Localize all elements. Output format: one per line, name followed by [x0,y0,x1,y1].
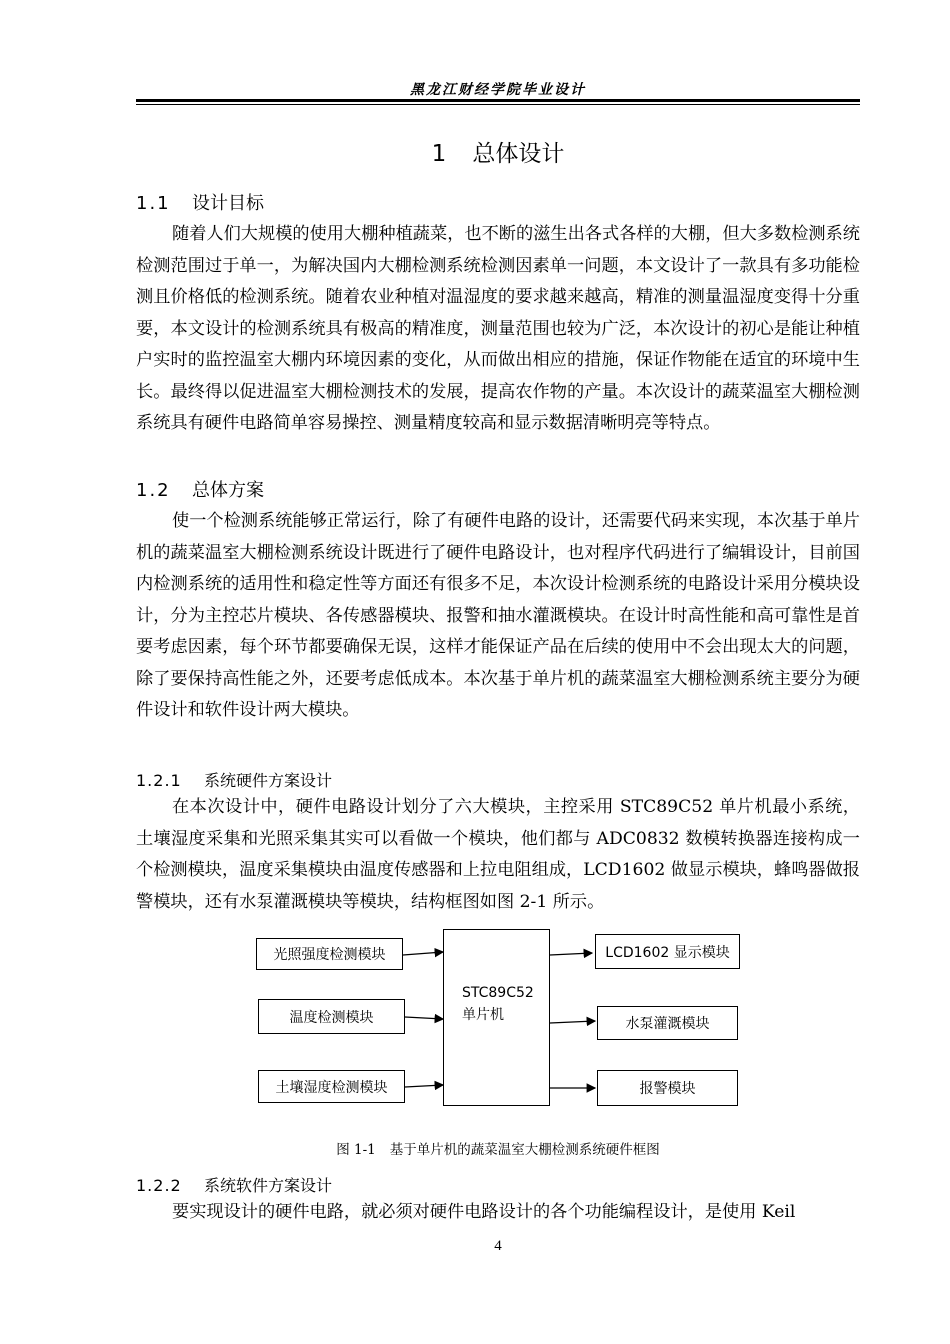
chapter-number: 1 [431,141,447,167]
section-number: 1.1 [136,193,171,214]
temperature-detection-box: 温度检测模块 [258,999,405,1034]
section-heading-1-1 [136,189,264,215]
figure-number: 图 1-1 [336,1142,376,1158]
hardware-block-diagram [250,922,750,1112]
paragraph-1-2-2: 要实现设计的硬件电路，就必须对硬件电路设计的各个功能编程设计，是使用 Keil [172,1202,796,1222]
figure-caption-text: 基于单片机的蔬菜温室大棚检测系统硬件框图 [389,1142,660,1158]
chapter-title-text: 总体设计 [472,141,565,167]
section-title: 系统软件方案设计 [204,1176,333,1195]
light-detection-box: 光照强度检测模块 [256,938,403,970]
page-number: 4 [494,1238,502,1254]
header-rule-thick [136,99,860,102]
section-number: 1.2.1 [136,771,182,790]
section-heading-1-2-2 [136,1173,332,1196]
paragraph-1-2-1: 在本次设计中，硬件电路设计划分了六大模块，主控采用 STC89C52 单片机最小系统，土壤湿度采集和光照采集其实可以看做一个模块，他们都与 ADC0832 数模转换器连接构成一个检测模块，温度采集模块由温度传感器和上拉电阻组成，LCD1602 做显示模块，蜂鸣器做报警模块，还有水泵灌溉模块等模块，结构框图如图 2-1 所示。 [136,797,860,912]
figure-caption [136,1138,860,1158]
header-rule-thin [136,104,860,105]
paragraph-1-1: 随着人们大规模的使用大棚种植蔬菜，也不断的滋生出各式各样的大棚，但大多数检测系统检测范围过于单一，为解决国内大棚检测系统检测因素单一问题，本文设计了一款具有多功能检测且价格低的检测系统。随着农业种植对温湿度的要求越来越高，精准的测量温湿度变得十分重要，本文设计的检测系统具有极高的精准度，测量范围也较为广泛，本次设计的初心是能让种植户实时的监控温室大棚内环境因素的变化，从而做出相应的措施，保证作物能在适宜的环境中生长。最终得以促进温室大棚检测技术的发展，提高农作物的产量。本次设计的蔬菜温室大棚检测系统具有硬件电路简单容易操控、测量精度较高和显示数据清晰明亮等特点。 [136,224,860,433]
mcu-model: STC89C52 [462,985,534,1001]
arrow-light-to-mcu [403,952,443,955]
running-header: 黑龙江财经学院毕业设计 [410,82,586,98]
arrow-temp-to-mcu [405,1017,443,1019]
mcu-box [443,929,550,1106]
lcd-display-box: LCD1602 显示模块 [595,934,740,969]
section-number: 1.2 [136,480,171,501]
soil-humidity-detection-box: 土壤湿度检测模块 [258,1070,405,1103]
arrow-soil-to-mcu [405,1085,443,1087]
section-heading-1-2-1 [136,768,332,791]
section-number: 1.2.2 [136,1176,182,1195]
pump-irrigation-box: 水泵灌溉模块 [597,1006,738,1040]
section-heading-1-2 [136,476,264,502]
section-title: 系统硬件方案设计 [204,771,333,790]
arrow-mcu-to-pump [550,1021,595,1023]
alarm-box: 报警模块 [597,1070,738,1106]
mcu-label: 单片机 [462,1007,504,1023]
paragraph-1-2: 使一个检测系统能够正常运行，除了有硬件电路的设计，还需要代码来实现，本次基于单片机的蔬菜温室大棚检测系统设计既进行了硬件电路设计，也对程序代码进行了编辑设计，目前国内检测系统的适用性和稳定性等方面还有很多不足，本次设计检测系统的电路设计采用分模块设计，分为主控芯片模块、各传感器模块、报警和抽水灌溉模块。在设计时高性能和高可靠性是首要考虑因素，每个环节都要确保无误，这样才能保证产品在后续的使用中不会出现太大的问题，除了要保持高性能之外，还要考虑低成本。本次基于单片机的蔬菜温室大棚检测系统主要分为硬件设计和软件设计两大模块。 [136,511,860,720]
chapter-title [136,135,860,168]
section-title: 总体方案 [192,480,264,501]
arrow-mcu-to-lcd [550,953,592,955]
section-title: 设计目标 [192,193,264,214]
